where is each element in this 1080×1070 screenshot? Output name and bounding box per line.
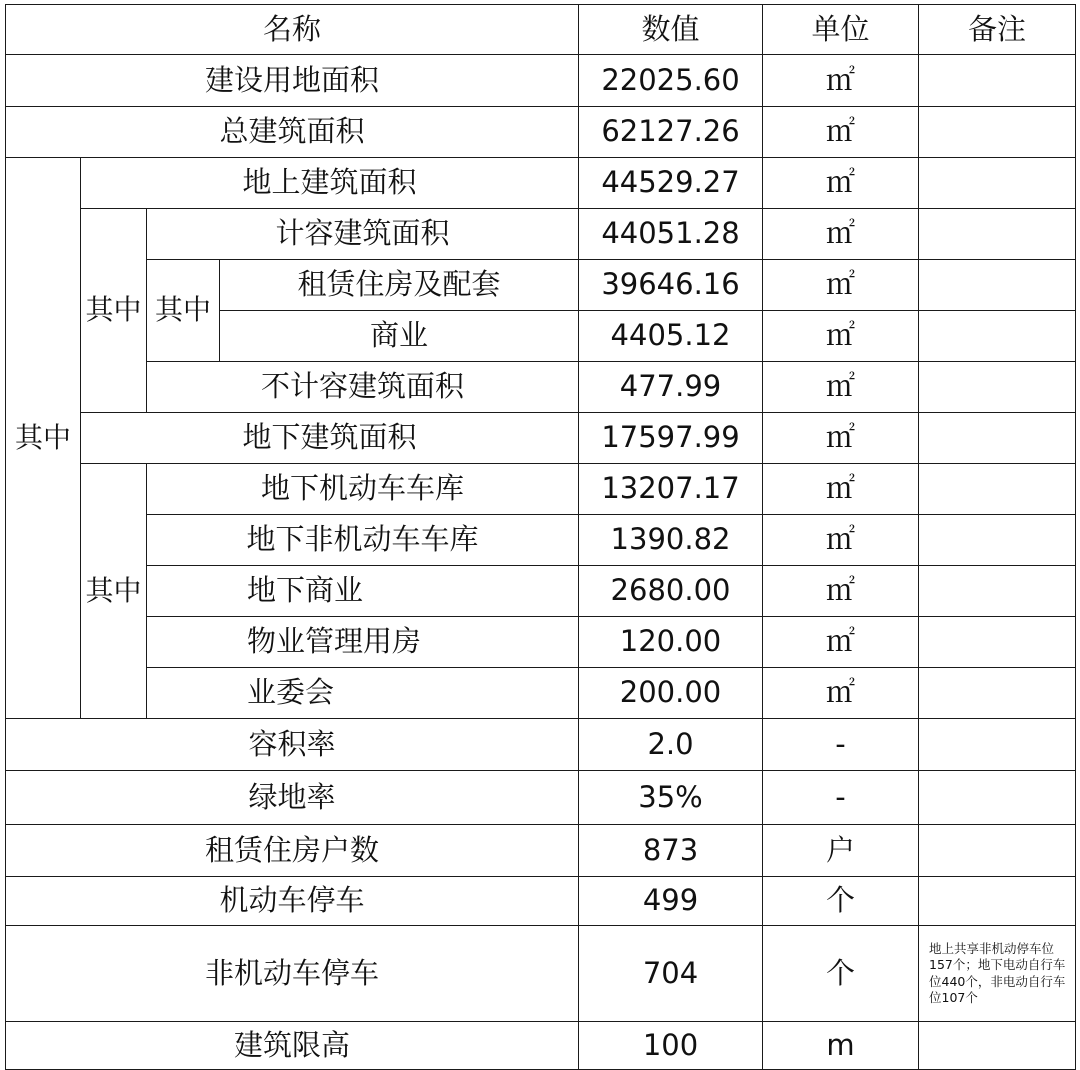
header-unit: 单位 — [763, 5, 919, 55]
row-value: 2680.00 — [579, 566, 763, 617]
row-unit: ㎡ — [763, 311, 919, 362]
row-unit: ㎡ — [763, 464, 919, 515]
table-row — [6, 926, 1076, 1022]
row-value: 100 — [579, 1022, 763, 1070]
row-note — [919, 464, 1076, 515]
row-note — [919, 1022, 1076, 1070]
row-value: 62127.26 — [579, 107, 763, 158]
row-note — [919, 719, 1076, 771]
table-row — [6, 209, 1076, 260]
row-note — [919, 668, 1076, 719]
table-row — [6, 668, 1076, 719]
table-row — [6, 1022, 1076, 1070]
row-name: 总建筑面积 — [6, 107, 579, 158]
row-name: 租赁住房户数 — [6, 825, 579, 877]
header-row — [6, 5, 1076, 55]
row-unit: ㎡ — [763, 566, 919, 617]
header-name: 名称 — [6, 5, 579, 55]
group-label-qizhong: 其中 — [81, 209, 147, 413]
row-unit: ㎡ — [763, 209, 919, 260]
row-name: 商业 — [220, 311, 579, 362]
row-unit: ㎡ — [763, 158, 919, 209]
row-value: 477.99 — [579, 362, 763, 413]
row-value: 120.00 — [579, 617, 763, 668]
row-value: 44529.27 — [579, 158, 763, 209]
row-name: 非机动车停车 — [6, 926, 579, 1022]
row-value: 13207.17 — [579, 464, 763, 515]
table-row — [6, 362, 1076, 413]
row-name: 计容建筑面积 — [147, 209, 579, 260]
row-name: 地下建筑面积 — [81, 413, 579, 464]
row-name: 地下非机动车车库 — [147, 515, 579, 566]
row-value: 873 — [579, 825, 763, 877]
row-name: 地下机动车车库 — [147, 464, 579, 515]
row-name: 绿地率 — [6, 771, 579, 825]
row-value: 44051.28 — [579, 209, 763, 260]
group-label-qizhong: 其中 — [147, 260, 220, 362]
row-value: 2.0 — [579, 719, 763, 771]
row-unit: ㎡ — [763, 617, 919, 668]
row-unit: ㎡ — [763, 260, 919, 311]
row-note — [919, 515, 1076, 566]
row-name: 不计容建筑面积 — [147, 362, 579, 413]
table-row — [6, 515, 1076, 566]
row-unit: ㎡ — [763, 362, 919, 413]
indicator-table — [5, 4, 1076, 1070]
row-value: 39646.16 — [579, 260, 763, 311]
row-unit: 个 — [763, 877, 919, 926]
table-row — [6, 877, 1076, 926]
row-value: 4405.12 — [579, 311, 763, 362]
row-note — [919, 771, 1076, 825]
row-note — [919, 877, 1076, 926]
row-value: 499 — [579, 877, 763, 926]
row-name: 容积率 — [6, 719, 579, 771]
row-name: 地上建筑面积 — [81, 158, 579, 209]
table-row — [6, 464, 1076, 515]
row-name: 地下商业 — [147, 566, 579, 617]
table-row — [6, 825, 1076, 877]
row-unit: ㎡ — [763, 668, 919, 719]
row-note — [919, 566, 1076, 617]
row-unit: - — [763, 719, 919, 771]
row-unit: 户 — [763, 825, 919, 877]
row-unit: ㎡ — [763, 55, 919, 107]
row-unit: 个 — [763, 926, 919, 1022]
row-note — [919, 311, 1076, 362]
row-name: 租赁住房及配套 — [220, 260, 579, 311]
row-unit: m — [763, 1022, 919, 1070]
row-value: 17597.99 — [579, 413, 763, 464]
table-row — [6, 413, 1076, 464]
row-note — [919, 55, 1076, 107]
group-label-qizhong: 其中 — [6, 158, 81, 719]
row-value: 200.00 — [579, 668, 763, 719]
row-unit: ㎡ — [763, 413, 919, 464]
group-label-qizhong: 其中 — [81, 464, 147, 719]
row-unit: ㎡ — [763, 107, 919, 158]
table-row — [6, 566, 1076, 617]
table-row — [6, 158, 1076, 209]
row-name: 建设用地面积 — [6, 55, 579, 107]
header-note: 备注 — [919, 5, 1076, 55]
row-value: 35% — [579, 771, 763, 825]
row-value: 704 — [579, 926, 763, 1022]
row-note: 地上共享非机动停车位157个；地下电动自行车位440个，非电动自行车位107个 — [919, 926, 1076, 1022]
header-value: 数值 — [579, 5, 763, 55]
table-row — [6, 107, 1076, 158]
table-row — [6, 260, 1076, 311]
table-row — [6, 771, 1076, 825]
row-note — [919, 158, 1076, 209]
table-row — [6, 719, 1076, 771]
row-unit: ㎡ — [763, 515, 919, 566]
row-value: 1390.82 — [579, 515, 763, 566]
row-name: 业委会 — [147, 668, 579, 719]
row-note — [919, 362, 1076, 413]
table-row — [6, 617, 1076, 668]
row-note — [919, 107, 1076, 158]
row-note — [919, 617, 1076, 668]
row-note — [919, 260, 1076, 311]
row-name: 建筑限高 — [6, 1022, 579, 1070]
row-note — [919, 413, 1076, 464]
table-row — [6, 55, 1076, 107]
row-value: 22025.60 — [579, 55, 763, 107]
row-note — [919, 825, 1076, 877]
row-name: 机动车停车 — [6, 877, 579, 926]
row-name: 物业管理用房 — [147, 617, 579, 668]
row-unit: - — [763, 771, 919, 825]
row-note — [919, 209, 1076, 260]
